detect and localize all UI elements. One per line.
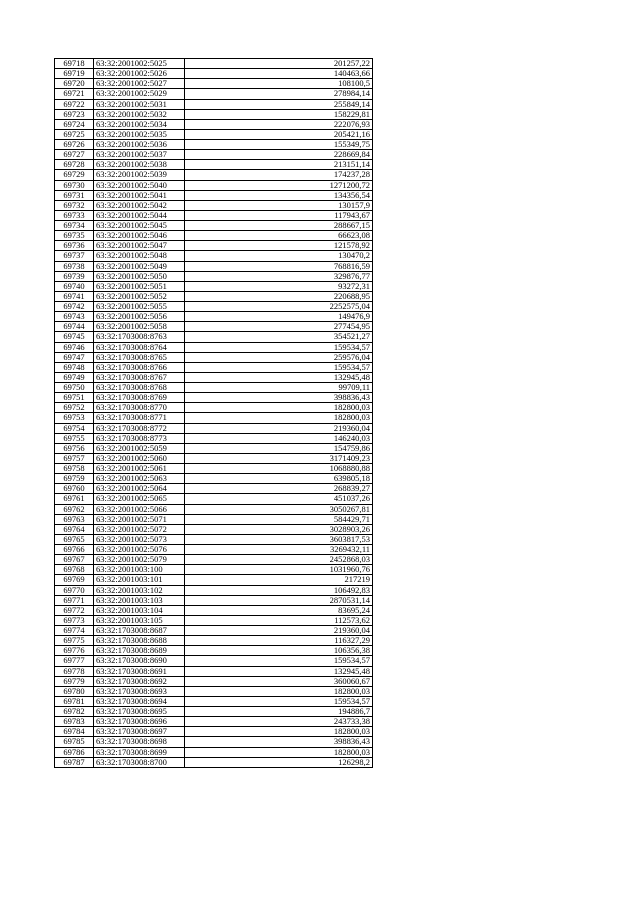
row-id-cell: 69775 bbox=[55, 636, 94, 646]
cadastral-number-cell: 63:32:2001003:103 bbox=[94, 595, 185, 605]
value-cell: 2452868,03 bbox=[185, 555, 373, 565]
cadastral-number-cell: 63:32:2001002:5025 bbox=[94, 59, 185, 69]
cadastral-number-cell: 63:32:2001002:5055 bbox=[94, 302, 185, 312]
row-id-cell: 69770 bbox=[55, 585, 94, 595]
table-row bbox=[55, 291, 373, 301]
row-id-cell: 69774 bbox=[55, 626, 94, 636]
cadastral-number-cell: 63:32:1703008:8692 bbox=[94, 676, 185, 686]
table-row bbox=[55, 59, 373, 69]
row-id-cell: 69746 bbox=[55, 342, 94, 352]
row-id-cell: 69760 bbox=[55, 484, 94, 494]
cadastral-number-cell: 63:32:2001002:5071 bbox=[94, 514, 185, 524]
cadastral-number-cell: 63:32:2001002:5051 bbox=[94, 281, 185, 291]
value-cell: 222076,93 bbox=[185, 119, 373, 129]
cadastral-number-cell: 63:32:2001002:5032 bbox=[94, 109, 185, 119]
table-row bbox=[55, 251, 373, 261]
cadastral-number-cell: 63:32:1703008:8773 bbox=[94, 433, 185, 443]
cadastral-number-cell: 63:32:2001002:5066 bbox=[94, 504, 185, 514]
row-id-cell: 69762 bbox=[55, 504, 94, 514]
row-id-cell: 69749 bbox=[55, 372, 94, 382]
table-row bbox=[55, 221, 373, 231]
table-row bbox=[55, 372, 373, 382]
row-id-cell: 69763 bbox=[55, 514, 94, 524]
row-id-cell: 69736 bbox=[55, 241, 94, 251]
table-row bbox=[55, 69, 373, 79]
cadastral-number-cell: 63:32:1703008:8768 bbox=[94, 383, 185, 393]
cadastral-number-cell: 63:32:2001002:5035 bbox=[94, 129, 185, 139]
cadastral-number-cell: 63:32:1703008:8693 bbox=[94, 686, 185, 696]
cadastral-number-cell: 63:32:1703008:8697 bbox=[94, 727, 185, 737]
table-row bbox=[55, 656, 373, 666]
value-cell: 398836,43 bbox=[185, 737, 373, 747]
row-id-cell: 69768 bbox=[55, 565, 94, 575]
cadastral-number-cell: 63:32:1703008:8694 bbox=[94, 696, 185, 706]
table-row bbox=[55, 190, 373, 200]
table-row bbox=[55, 484, 373, 494]
value-cell: 159534,57 bbox=[185, 696, 373, 706]
row-id-cell: 69737 bbox=[55, 251, 94, 261]
row-id-cell: 69751 bbox=[55, 393, 94, 403]
value-cell: 194886,7 bbox=[185, 707, 373, 717]
value-cell: 159534,57 bbox=[185, 656, 373, 666]
table-row bbox=[55, 595, 373, 605]
table-row bbox=[55, 210, 373, 220]
cadastral-number-cell: 63:32:2001003:101 bbox=[94, 575, 185, 585]
table-row bbox=[55, 403, 373, 413]
row-id-cell: 69735 bbox=[55, 231, 94, 241]
table-row bbox=[55, 757, 373, 767]
row-id-cell: 69738 bbox=[55, 261, 94, 271]
row-id-cell: 69727 bbox=[55, 150, 94, 160]
row-id-cell: 69748 bbox=[55, 362, 94, 372]
cadastral-number-cell: 63:32:2001002:5056 bbox=[94, 312, 185, 322]
row-id-cell: 69754 bbox=[55, 423, 94, 433]
cadastral-number-cell: 63:32:2001002:5052 bbox=[94, 291, 185, 301]
table-row bbox=[55, 352, 373, 362]
cadastral-number-cell: 63:32:1703008:8695 bbox=[94, 707, 185, 717]
value-cell: 158229,81 bbox=[185, 109, 373, 119]
cadastral-number-cell: 63:32:2001002:5038 bbox=[94, 160, 185, 170]
row-id-cell: 69764 bbox=[55, 524, 94, 534]
table-row bbox=[55, 109, 373, 119]
table-row bbox=[55, 565, 373, 575]
row-id-cell: 69723 bbox=[55, 109, 94, 119]
table-row bbox=[55, 524, 373, 534]
table-row bbox=[55, 200, 373, 210]
value-cell: 354521,27 bbox=[185, 332, 373, 342]
table-row bbox=[55, 99, 373, 109]
value-cell: 93272,31 bbox=[185, 281, 373, 291]
row-id-cell: 69781 bbox=[55, 696, 94, 706]
value-cell: 584429,71 bbox=[185, 514, 373, 524]
row-id-cell: 69721 bbox=[55, 89, 94, 99]
table-row bbox=[55, 140, 373, 150]
cadastral-number-cell: 63:32:1703008:8690 bbox=[94, 656, 185, 666]
table-row bbox=[55, 717, 373, 727]
table-row bbox=[55, 545, 373, 555]
cadastral-number-cell: 63:32:1703008:8771 bbox=[94, 413, 185, 423]
value-cell: 174237,28 bbox=[185, 170, 373, 180]
value-cell: 116327,29 bbox=[185, 636, 373, 646]
table-row bbox=[55, 281, 373, 291]
cadastral-number-cell: 63:32:2001002:5031 bbox=[94, 99, 185, 109]
value-cell: 159534,57 bbox=[185, 342, 373, 352]
cadastral-number-cell: 63:32:1703008:8772 bbox=[94, 423, 185, 433]
row-id-cell: 69747 bbox=[55, 352, 94, 362]
cadastral-number-cell: 63:32:1703008:8687 bbox=[94, 626, 185, 636]
value-cell: 398836,43 bbox=[185, 393, 373, 403]
cadastral-number-cell: 63:32:1703008:8763 bbox=[94, 332, 185, 342]
cadastral-number-cell: 63:32:2001002:5045 bbox=[94, 221, 185, 231]
row-id-cell: 69787 bbox=[55, 757, 94, 767]
row-id-cell: 69766 bbox=[55, 545, 94, 555]
table-row bbox=[55, 636, 373, 646]
cadastral-number-cell: 63:32:1703008:8770 bbox=[94, 403, 185, 413]
row-id-cell: 69734 bbox=[55, 221, 94, 231]
value-cell: 126298,2 bbox=[185, 757, 373, 767]
cadastral-number-cell: 63:32:2001002:5061 bbox=[94, 464, 185, 474]
cadastral-number-cell: 63:32:2001002:5027 bbox=[94, 79, 185, 89]
row-id-cell: 69756 bbox=[55, 443, 94, 453]
row-id-cell: 69767 bbox=[55, 555, 94, 565]
cadastral-number-cell: 63:32:1703008:8769 bbox=[94, 393, 185, 403]
table-row bbox=[55, 160, 373, 170]
table-row bbox=[55, 615, 373, 625]
row-id-cell: 69783 bbox=[55, 717, 94, 727]
table-row bbox=[55, 170, 373, 180]
row-id-cell: 69744 bbox=[55, 322, 94, 332]
value-cell: 154759,86 bbox=[185, 443, 373, 453]
row-id-cell: 69779 bbox=[55, 676, 94, 686]
table-row bbox=[55, 119, 373, 129]
table-row bbox=[55, 423, 373, 433]
row-id-cell: 69718 bbox=[55, 59, 94, 69]
cadastral-number-cell: 63:32:2001002:5079 bbox=[94, 555, 185, 565]
cadastral-number-cell: 63:32:2001002:5044 bbox=[94, 210, 185, 220]
value-cell: 130470,2 bbox=[185, 251, 373, 261]
cadastral-number-cell: 63:32:2001003:105 bbox=[94, 615, 185, 625]
table-row bbox=[55, 464, 373, 474]
row-id-cell: 69740 bbox=[55, 281, 94, 291]
cadastral-number-cell: 63:32:1703008:8691 bbox=[94, 666, 185, 676]
table-row bbox=[55, 626, 373, 636]
row-id-cell: 69771 bbox=[55, 595, 94, 605]
cadastral-number-cell: 63:32:2001002:5059 bbox=[94, 443, 185, 453]
value-cell: 108100,5 bbox=[185, 79, 373, 89]
row-id-cell: 69758 bbox=[55, 464, 94, 474]
value-cell: 259576,04 bbox=[185, 352, 373, 362]
table-row bbox=[55, 129, 373, 139]
value-cell: 3171409,23 bbox=[185, 453, 373, 463]
table-row bbox=[55, 322, 373, 332]
cadastral-number-cell: 63:32:2001002:5036 bbox=[94, 140, 185, 150]
table-row bbox=[55, 747, 373, 757]
cadastral-number-cell: 63:32:2001002:5076 bbox=[94, 545, 185, 555]
cadastral-number-cell: 63:32:1703008:8688 bbox=[94, 636, 185, 646]
table-row bbox=[55, 696, 373, 706]
cadastral-number-cell: 63:32:2001002:5064 bbox=[94, 484, 185, 494]
value-cell: 3028903,26 bbox=[185, 524, 373, 534]
row-id-cell: 69729 bbox=[55, 170, 94, 180]
cadastral-number-cell: 63:32:2001002:5049 bbox=[94, 261, 185, 271]
row-id-cell: 69720 bbox=[55, 79, 94, 89]
value-cell: 278984,14 bbox=[185, 89, 373, 99]
value-cell: 121578,92 bbox=[185, 241, 373, 251]
value-cell: 213151,14 bbox=[185, 160, 373, 170]
table-row bbox=[55, 453, 373, 463]
data-table bbox=[54, 58, 373, 768]
table-row bbox=[55, 443, 373, 453]
value-cell: 149476,9 bbox=[185, 312, 373, 322]
row-id-cell: 69719 bbox=[55, 69, 94, 79]
value-cell: 217219 bbox=[185, 575, 373, 585]
row-id-cell: 69777 bbox=[55, 656, 94, 666]
cadastral-number-cell: 63:32:2001002:5034 bbox=[94, 119, 185, 129]
cadastral-number-cell: 63:32:2001002:5029 bbox=[94, 89, 185, 99]
value-cell: 182800,03 bbox=[185, 727, 373, 737]
table-row bbox=[55, 707, 373, 717]
value-cell: 1068880,88 bbox=[185, 464, 373, 474]
value-cell: 329876,77 bbox=[185, 271, 373, 281]
cadastral-number-cell: 63:32:1703008:8764 bbox=[94, 342, 185, 352]
value-cell: 228669,84 bbox=[185, 150, 373, 160]
value-cell: 117943,67 bbox=[185, 210, 373, 220]
cadastral-number-cell: 63:32:1703008:8765 bbox=[94, 352, 185, 362]
cadastral-number-cell: 63:32:2001002:5026 bbox=[94, 69, 185, 79]
value-cell: 360060,67 bbox=[185, 676, 373, 686]
table-row bbox=[55, 383, 373, 393]
table-row bbox=[55, 393, 373, 403]
row-id-cell: 69778 bbox=[55, 666, 94, 676]
row-id-cell: 69733 bbox=[55, 210, 94, 220]
value-cell: 219360,04 bbox=[185, 626, 373, 636]
row-id-cell: 69759 bbox=[55, 474, 94, 484]
table-row bbox=[55, 180, 373, 190]
cadastral-number-cell: 63:32:2001002:5042 bbox=[94, 200, 185, 210]
table-row bbox=[55, 666, 373, 676]
row-id-cell: 69757 bbox=[55, 453, 94, 463]
cadastral-number-cell: 63:32:1703008:8698 bbox=[94, 737, 185, 747]
row-id-cell: 69722 bbox=[55, 99, 94, 109]
cadastral-number-cell: 63:32:1703008:8689 bbox=[94, 646, 185, 656]
row-id-cell: 69765 bbox=[55, 534, 94, 544]
table-row bbox=[55, 271, 373, 281]
value-cell: 132945,48 bbox=[185, 372, 373, 382]
value-cell: 277454,95 bbox=[185, 322, 373, 332]
table-row bbox=[55, 332, 373, 342]
row-id-cell: 69776 bbox=[55, 646, 94, 656]
value-cell: 2252575,04 bbox=[185, 302, 373, 312]
row-id-cell: 69741 bbox=[55, 291, 94, 301]
value-cell: 3050267,81 bbox=[185, 504, 373, 514]
value-cell: 140463,66 bbox=[185, 69, 373, 79]
row-id-cell: 69739 bbox=[55, 271, 94, 281]
value-cell: 288667,15 bbox=[185, 221, 373, 231]
value-cell: 639805,18 bbox=[185, 474, 373, 484]
value-cell: 220688,95 bbox=[185, 291, 373, 301]
table-row bbox=[55, 433, 373, 443]
value-cell: 182800,03 bbox=[185, 747, 373, 757]
row-id-cell: 69786 bbox=[55, 747, 94, 757]
value-cell: 201257,22 bbox=[185, 59, 373, 69]
table-row bbox=[55, 79, 373, 89]
value-cell: 99709,11 bbox=[185, 383, 373, 393]
value-cell: 1271200,72 bbox=[185, 180, 373, 190]
cadastral-number-cell: 63:32:1703008:8767 bbox=[94, 372, 185, 382]
value-cell: 1031960,76 bbox=[185, 565, 373, 575]
value-cell: 130157,9 bbox=[185, 200, 373, 210]
cadastral-number-cell: 63:32:1703008:8699 bbox=[94, 747, 185, 757]
table-row bbox=[55, 150, 373, 160]
value-cell: 182800,03 bbox=[185, 413, 373, 423]
row-id-cell: 69773 bbox=[55, 615, 94, 625]
cadastral-number-cell: 63:32:2001002:5047 bbox=[94, 241, 185, 251]
value-cell: 3603817,53 bbox=[185, 534, 373, 544]
cadastral-number-cell: 63:32:2001002:5037 bbox=[94, 150, 185, 160]
table-body bbox=[55, 59, 373, 768]
cadastral-number-cell: 63:32:2001002:5046 bbox=[94, 231, 185, 241]
cadastral-number-cell: 63:32:2001002:5058 bbox=[94, 322, 185, 332]
row-id-cell: 69724 bbox=[55, 119, 94, 129]
row-id-cell: 69730 bbox=[55, 180, 94, 190]
cadastral-number-cell: 63:32:1703008:8696 bbox=[94, 717, 185, 727]
row-id-cell: 69731 bbox=[55, 190, 94, 200]
table-row bbox=[55, 555, 373, 565]
row-id-cell: 69769 bbox=[55, 575, 94, 585]
value-cell: 106356,38 bbox=[185, 646, 373, 656]
row-id-cell: 69785 bbox=[55, 737, 94, 747]
value-cell: 155349,75 bbox=[185, 140, 373, 150]
table-row bbox=[55, 342, 373, 352]
row-id-cell: 69745 bbox=[55, 332, 94, 342]
value-cell: 134356,54 bbox=[185, 190, 373, 200]
cadastral-number-cell: 63:32:2001002:5039 bbox=[94, 170, 185, 180]
value-cell: 112573,62 bbox=[185, 615, 373, 625]
value-cell: 205421,16 bbox=[185, 129, 373, 139]
row-id-cell: 69761 bbox=[55, 494, 94, 504]
cadastral-number-cell: 63:32:2001002:5063 bbox=[94, 474, 185, 484]
value-cell: 451037,26 bbox=[185, 494, 373, 504]
value-cell: 2870531,14 bbox=[185, 595, 373, 605]
cadastral-number-cell: 63:32:2001002:5050 bbox=[94, 271, 185, 281]
value-cell: 159534,57 bbox=[185, 362, 373, 372]
table-row bbox=[55, 646, 373, 656]
value-cell: 768816,59 bbox=[185, 261, 373, 271]
value-cell: 255849,14 bbox=[185, 99, 373, 109]
value-cell: 243733,38 bbox=[185, 717, 373, 727]
table-row bbox=[55, 686, 373, 696]
row-id-cell: 69782 bbox=[55, 707, 94, 717]
row-id-cell: 69732 bbox=[55, 200, 94, 210]
value-cell: 106492,83 bbox=[185, 585, 373, 595]
row-id-cell: 69755 bbox=[55, 433, 94, 443]
cadastral-number-cell: 63:32:2001003:102 bbox=[94, 585, 185, 595]
cadastral-number-cell: 63:32:1703008:8700 bbox=[94, 757, 185, 767]
row-id-cell: 69752 bbox=[55, 403, 94, 413]
value-cell: 146240,03 bbox=[185, 433, 373, 443]
table-row bbox=[55, 312, 373, 322]
table-row bbox=[55, 575, 373, 585]
row-id-cell: 69750 bbox=[55, 383, 94, 393]
cadastral-number-cell: 63:32:2001002:5041 bbox=[94, 190, 185, 200]
row-id-cell: 69742 bbox=[55, 302, 94, 312]
value-cell: 182800,03 bbox=[185, 686, 373, 696]
table-row bbox=[55, 676, 373, 686]
value-cell: 182800,03 bbox=[185, 403, 373, 413]
table-row bbox=[55, 534, 373, 544]
table-row bbox=[55, 737, 373, 747]
cadastral-number-cell: 63:32:2001002:5065 bbox=[94, 494, 185, 504]
cadastral-number-cell: 63:32:1703008:8766 bbox=[94, 362, 185, 372]
cadastral-number-cell: 63:32:2001003:100 bbox=[94, 565, 185, 575]
row-id-cell: 69725 bbox=[55, 129, 94, 139]
table-row bbox=[55, 241, 373, 251]
table-row bbox=[55, 494, 373, 504]
cadastral-number-cell: 63:32:2001003:104 bbox=[94, 605, 185, 615]
row-id-cell: 69772 bbox=[55, 605, 94, 615]
value-cell: 268839,27 bbox=[185, 484, 373, 494]
table-row bbox=[55, 727, 373, 737]
table-row bbox=[55, 302, 373, 312]
table-row bbox=[55, 413, 373, 423]
row-id-cell: 69784 bbox=[55, 727, 94, 737]
table-row bbox=[55, 474, 373, 484]
table-row bbox=[55, 585, 373, 595]
cadastral-number-cell: 63:32:2001002:5060 bbox=[94, 453, 185, 463]
row-id-cell: 69743 bbox=[55, 312, 94, 322]
table-row bbox=[55, 231, 373, 241]
value-cell: 219360,04 bbox=[185, 423, 373, 433]
table-row bbox=[55, 89, 373, 99]
row-id-cell: 69780 bbox=[55, 686, 94, 696]
row-id-cell: 69753 bbox=[55, 413, 94, 423]
table-row bbox=[55, 362, 373, 372]
cadastral-number-cell: 63:32:2001002:5048 bbox=[94, 251, 185, 261]
cadastral-number-cell: 63:32:2001002:5040 bbox=[94, 180, 185, 190]
value-cell: 3269432,11 bbox=[185, 545, 373, 555]
value-cell: 132945,48 bbox=[185, 666, 373, 676]
table-row bbox=[55, 261, 373, 271]
row-id-cell: 69728 bbox=[55, 160, 94, 170]
table-row bbox=[55, 514, 373, 524]
cadastral-number-cell: 63:32:2001002:5073 bbox=[94, 534, 185, 544]
table-row bbox=[55, 605, 373, 615]
value-cell: 66623,08 bbox=[185, 231, 373, 241]
row-id-cell: 69726 bbox=[55, 140, 94, 150]
cadastral-number-cell: 63:32:2001002:5072 bbox=[94, 524, 185, 534]
value-cell: 83695,24 bbox=[185, 605, 373, 615]
table-row bbox=[55, 504, 373, 514]
